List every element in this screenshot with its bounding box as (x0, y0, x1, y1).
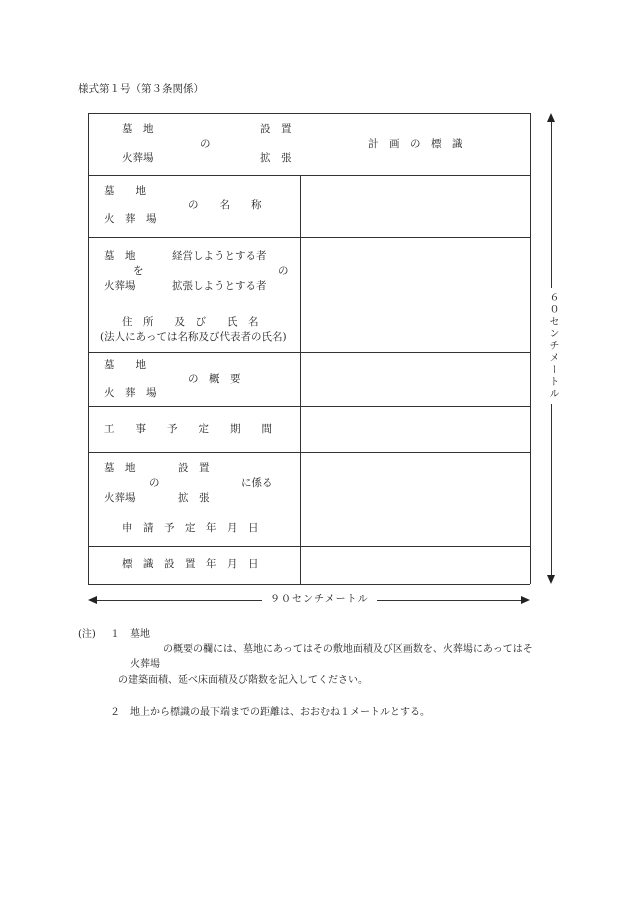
operator-kakuchou: 拡張しようとする者 (172, 280, 267, 292)
overview-bochi: 墓 地 (104, 359, 146, 371)
note-1-number: １ (110, 629, 120, 640)
operator-keiei: 経営しようとする者 (172, 250, 267, 262)
overview-kasoujou: 火 葬 場 (104, 387, 157, 399)
header-kasoujou: 火葬場 (122, 152, 154, 164)
application-secchi: 設 置 (178, 462, 210, 474)
header-no: の (200, 138, 211, 150)
operator-value (301, 238, 529, 351)
note-1-kasoujou: 火葬場 (130, 659, 160, 670)
note-1-bochi: 墓地 (130, 629, 150, 640)
name-value (301, 176, 529, 236)
arrow-down-icon (547, 575, 555, 584)
name-kasoujou: 火 葬 場 (104, 213, 157, 225)
application-kasoujou: 火葬場 (104, 492, 136, 504)
overview-label: の 概 要 (188, 373, 241, 385)
width-label: ９０センチメートル (262, 595, 377, 605)
sign-date-label: 標 識 設 置 年 月 日 (122, 558, 259, 570)
operator-wo: を (133, 265, 144, 277)
name-label: の 名 称 (188, 199, 262, 211)
application-label: 申 請 予 定 年 月 日 (122, 522, 259, 534)
application-value (301, 453, 529, 545)
header-secchi: 設 置 (260, 123, 292, 135)
note-2-number: ２ (110, 707, 120, 718)
name-bochi: 墓 地 (104, 185, 146, 197)
notes-prefix: (注) (78, 629, 96, 640)
application-ni-kakaru: に係る (241, 477, 273, 489)
arrow-left-icon (88, 596, 97, 604)
operator-bochi: 墓 地 (104, 250, 136, 262)
arrow-up-icon (547, 113, 555, 122)
construction-label: 工 事 予 定 期 間 (104, 423, 272, 435)
note-2-text: 地上から標識の最下端までの距離は、おおむね１メートルとする。 (130, 707, 430, 718)
application-no: の (149, 477, 160, 489)
operator-address: 住 所 及 び 氏 名 (122, 316, 259, 328)
form-title: 様式第１号（第３条関係） (78, 83, 204, 95)
arrow-right-icon (521, 596, 530, 604)
note-1-line1: の概要の欄には、墓地にあってはその敷地面積及び区画数を、火葬場にあってはそ (163, 644, 533, 655)
application-kakuchou: 拡 張 (178, 492, 210, 504)
operator-kasoujou: 火葬場 (104, 280, 136, 292)
application-bochi: 墓 地 (104, 462, 136, 474)
operator-no: の (278, 265, 289, 277)
overview-value (301, 353, 529, 405)
operator-corp-note: (法人にあっては名称及び代表者の氏名) (100, 331, 287, 343)
sign-date-value (301, 547, 529, 583)
header-right-title: 計 画 の 標 識 (368, 138, 463, 150)
height-label: ６０センチメートル (545, 288, 560, 404)
note-1-line2: の建築面積、延べ床面積及び階数を記入してください。 (118, 675, 368, 686)
header-kakuchou: 拡 張 (260, 152, 292, 164)
header-bochi: 墓 地 (122, 123, 154, 135)
construction-value (301, 407, 529, 451)
